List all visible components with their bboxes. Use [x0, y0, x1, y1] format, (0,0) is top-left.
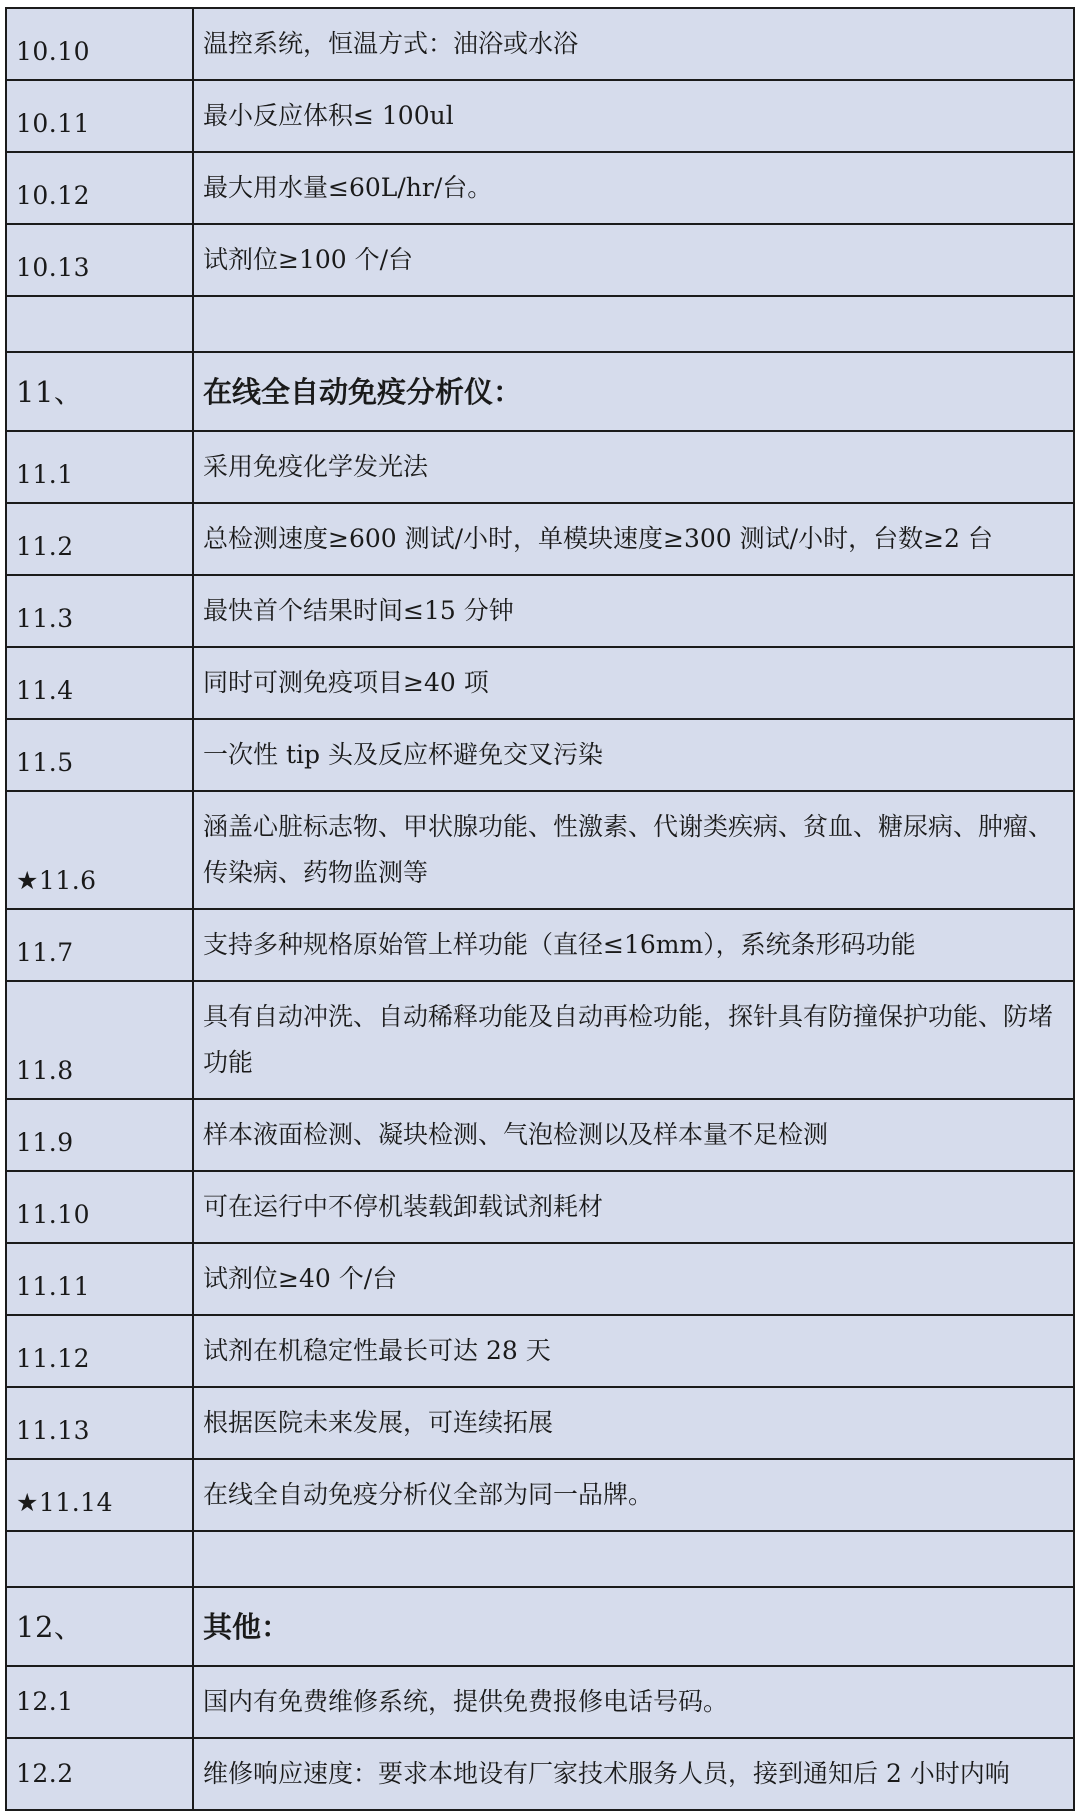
item-spec: 具有自动冲洗、自动稀释功能及自动再检功能，探针具有防撞保护功能、防堵功能	[193, 981, 1074, 1099]
table-row	[6, 981, 1074, 1099]
item-number: 10.12	[6, 152, 193, 224]
spec-table-sheet	[5, 7, 1073, 1811]
table-row	[6, 647, 1074, 719]
item-number: 12.2	[6, 1738, 193, 1810]
item-number: 11.2	[6, 503, 193, 575]
item-number: 11.13	[6, 1387, 193, 1459]
item-number: ★11.14	[6, 1459, 193, 1531]
item-number: 11.12	[6, 1315, 193, 1387]
section-header-row	[6, 352, 1074, 431]
table-row	[6, 431, 1074, 503]
item-spec: 同时可测免疫项目≥40 项	[193, 647, 1074, 719]
table-row	[6, 1387, 1074, 1459]
table-row	[6, 152, 1074, 224]
item-number: ★11.6	[6, 791, 193, 909]
item-spec: 根据医院未来发展，可连续拓展	[193, 1387, 1074, 1459]
item-spec: 试剂在机稳定性最长可达 28 天	[193, 1315, 1074, 1387]
item-spec: 温控系统，恒温方式：油浴或水浴	[193, 8, 1074, 80]
item-spec: 试剂位≥100 个/台	[193, 224, 1074, 296]
table-row	[6, 80, 1074, 152]
item-number: 11.5	[6, 719, 193, 791]
table-row	[6, 575, 1074, 647]
table-row	[6, 1315, 1074, 1387]
table-row	[6, 8, 1074, 80]
item-number: 11.8	[6, 981, 193, 1099]
section-number: 11、	[6, 352, 193, 431]
item-spec: 总检测速度≥600 测试/小时，单模块速度≥300 测试/小时，台数≥2 台	[193, 503, 1074, 575]
table-row	[6, 791, 1074, 909]
item-number: 11.11	[6, 1243, 193, 1315]
table-row	[6, 1099, 1074, 1171]
item-spec: 维修响应速度：要求本地设有厂家技术服务人员，接到通知后 2 小时内响	[193, 1738, 1074, 1810]
table-row	[6, 1459, 1074, 1531]
item-spec: 样本液面检测、凝块检测、气泡检测以及样本量不足检测	[193, 1099, 1074, 1171]
item-spec: 涵盖心脏标志物、甲状腺功能、性激素、代谢类疾病、贫血、糖尿病、肿瘤、传染病、药物监测等	[193, 791, 1074, 909]
item-number: 12.1	[6, 1666, 193, 1738]
item-spec: 采用免疫化学发光法	[193, 431, 1074, 503]
table-row	[6, 719, 1074, 791]
section-title: 其他：	[193, 1587, 1074, 1666]
item-number: 10.10	[6, 8, 193, 80]
item-number: 10.11	[6, 80, 193, 152]
item-number: 11.10	[6, 1171, 193, 1243]
item-spec	[193, 296, 1074, 352]
table-row	[6, 1171, 1074, 1243]
item-number	[6, 296, 193, 352]
table-row	[6, 1243, 1074, 1315]
item-number: 11.1	[6, 431, 193, 503]
section-title: 在线全自动免疫分析仪：	[193, 352, 1074, 431]
table-row	[6, 224, 1074, 296]
spacer-row	[6, 296, 1074, 352]
item-number: 11.4	[6, 647, 193, 719]
item-spec: 国内有免费维修系统，提供免费报修电话号码。	[193, 1666, 1074, 1738]
item-spec: 最小反应体积≤ 100ul	[193, 80, 1074, 152]
item-spec: 在线全自动免疫分析仪全部为同一品牌。	[193, 1459, 1074, 1531]
item-spec: 支持多种规格原始管上样功能（直径≤16mm），系统条形码功能	[193, 909, 1074, 981]
item-spec: 试剂位≥40 个/台	[193, 1243, 1074, 1315]
item-number: 11.3	[6, 575, 193, 647]
item-spec	[193, 1531, 1074, 1587]
item-spec: 最快首个结果时间≤15 分钟	[193, 575, 1074, 647]
section-header-row	[6, 1587, 1074, 1666]
table-row	[6, 909, 1074, 981]
item-number: 11.9	[6, 1099, 193, 1171]
item-spec: 最大用水量≤60L/hr/台。	[193, 152, 1074, 224]
item-spec: 一次性 tip 头及反应杯避免交叉污染	[193, 719, 1074, 791]
item-spec: 可在运行中不停机装载卸载试剂耗材	[193, 1171, 1074, 1243]
item-number	[6, 1531, 193, 1587]
item-number: 10.13	[6, 224, 193, 296]
section-number: 12、	[6, 1587, 193, 1666]
table-row	[6, 1738, 1074, 1810]
spacer-row	[6, 1531, 1074, 1587]
table-row	[6, 1666, 1074, 1738]
table-row	[6, 503, 1074, 575]
item-number: 11.7	[6, 909, 193, 981]
spec-table	[5, 7, 1075, 1811]
